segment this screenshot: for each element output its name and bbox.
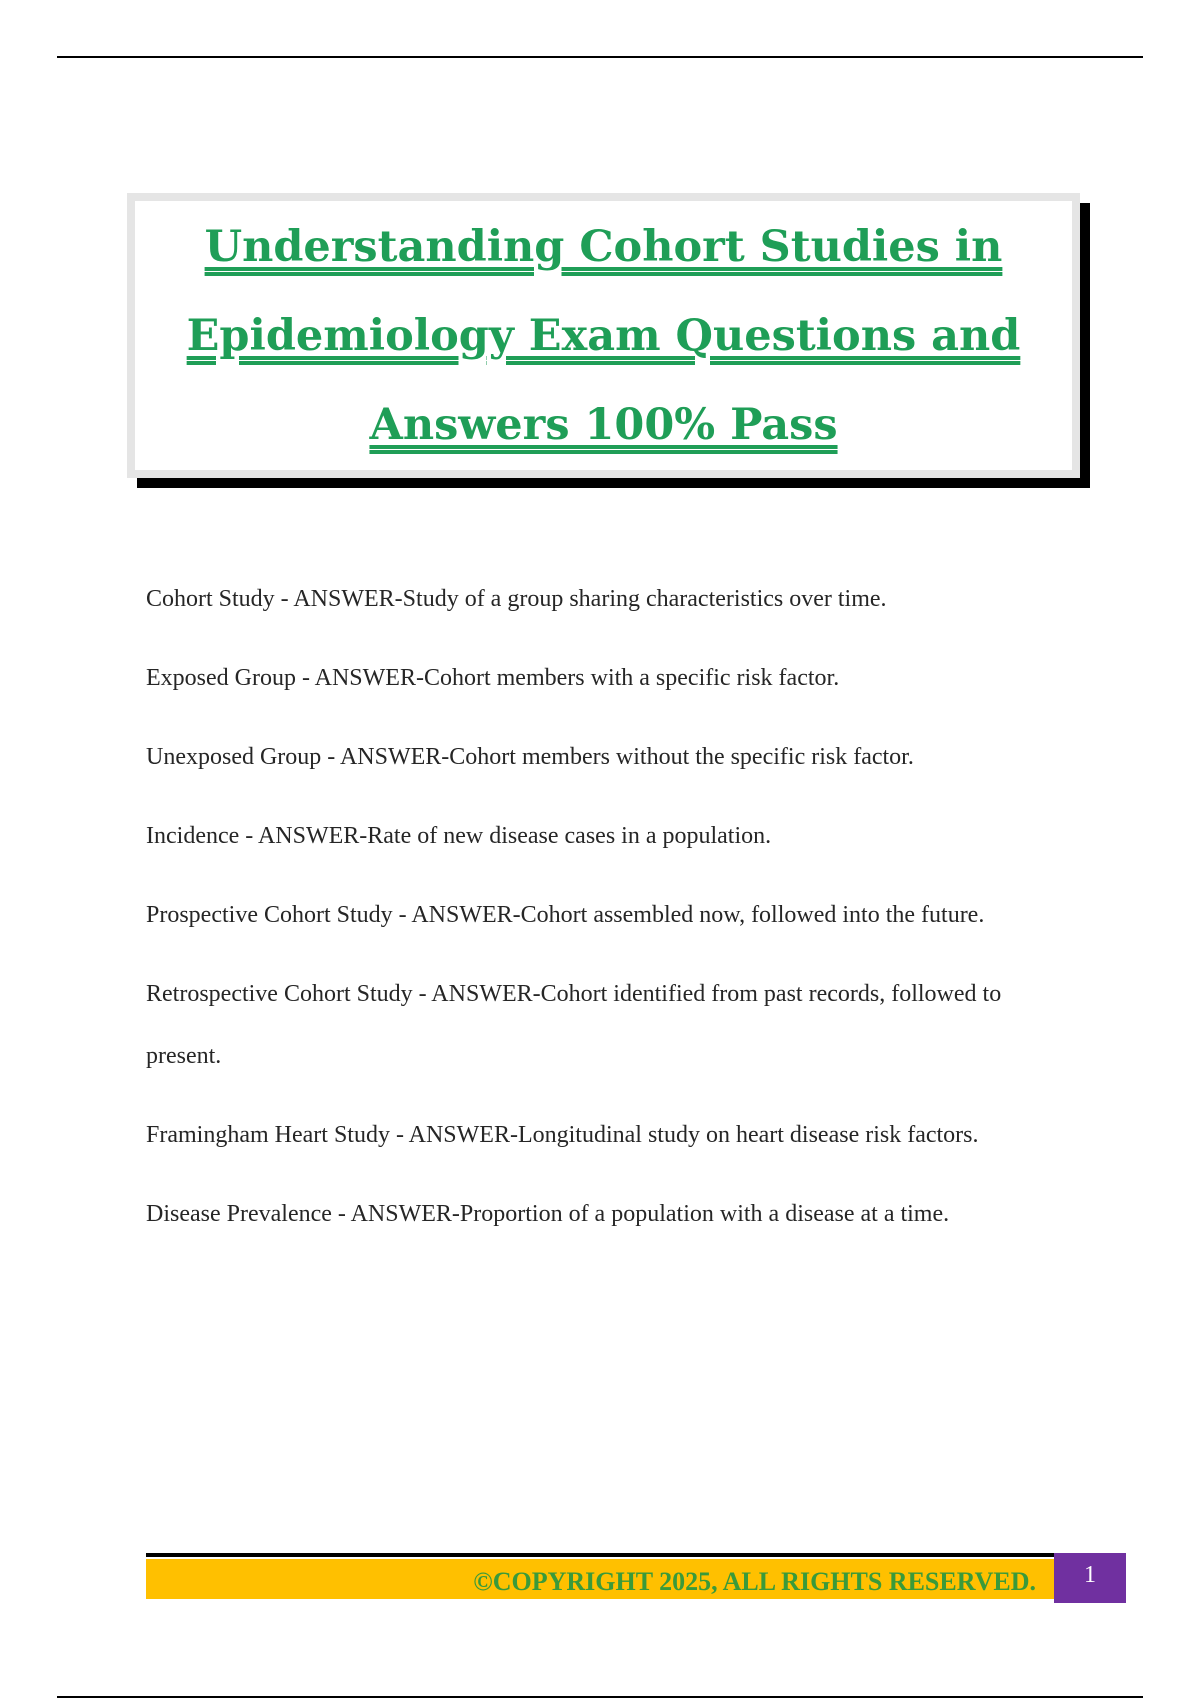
top-rule: [57, 56, 1143, 58]
footer-rule: [146, 1553, 1054, 1557]
qa-item: Retrospective Cohort Study - ANSWER-Cohort identified from past records, followed to present.: [146, 981, 1002, 1069]
qa-item: Cohort Study - ANSWER-Study of a group sharing characteristics over time.: [146, 586, 887, 612]
page-number-badge: 1: [1054, 1553, 1126, 1603]
document-title: Understanding Cohort Studies in Epidemiology Exam Questions and Answers 100% Pass: [186, 222, 1021, 450]
title-banner: [127, 193, 1080, 478]
qa-item: Prospective Cohort Study - ANSWER-Cohort assembled now, followed into the future.: [146, 902, 985, 928]
qa-item: Unexposed Group - ANSWER-Cohort members without the specific risk factor.: [146, 744, 914, 770]
page-footer: [146, 1553, 1126, 1603]
qa-item: Disease Prevalence - ANSWER-Proportion of a population with a disease at a time.: [146, 1201, 950, 1227]
bottom-rule: [57, 1696, 1143, 1698]
qa-item: Framingham Heart Study - ANSWER-Longitudinal study on heart disease risk factors.: [146, 1122, 979, 1148]
copyright-notice: ©COPYRIGHT 2025, ALL RIGHTS RESERVED.: [473, 1567, 1036, 1596]
title-box: [127, 193, 1080, 478]
qa-item: Exposed Group - ANSWER-Cohort members with a specific risk factor.: [146, 665, 840, 691]
qa-list: [146, 568, 1066, 1262]
qa-item: Incidence - ANSWER-Rate of new disease cases in a population.: [146, 823, 772, 849]
footer-bar: [146, 1559, 1054, 1599]
